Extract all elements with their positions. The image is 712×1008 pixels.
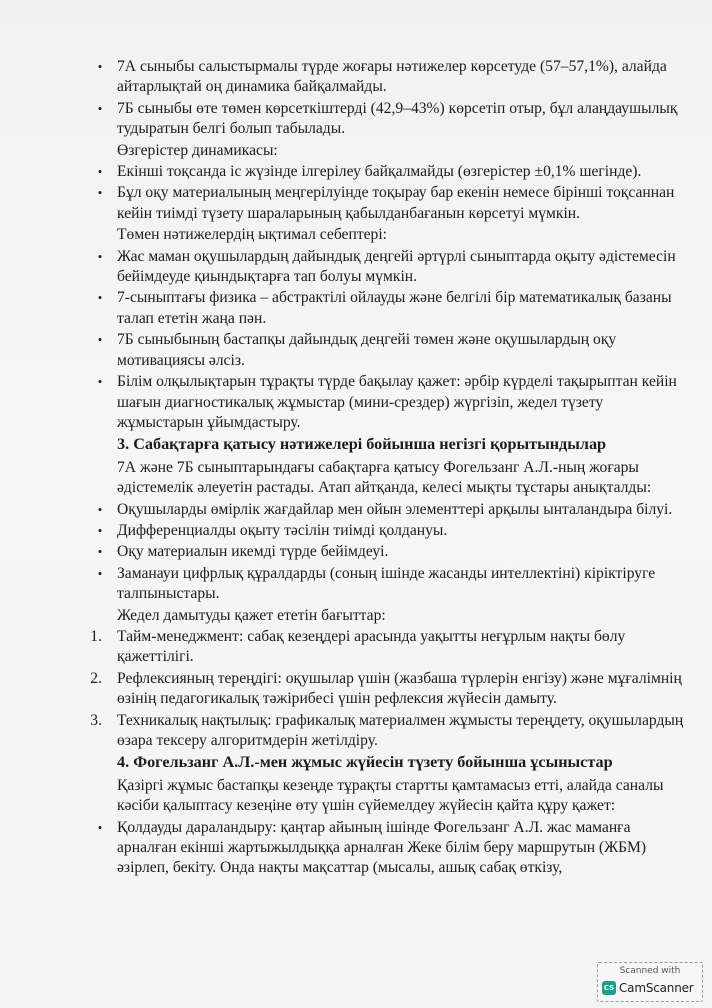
bullet-icon: •: [97, 100, 103, 116]
item-text: Екінші тоқсанда іс жүзінде ілгерілеу байқалмайды (өзгерістер ±0,1% шегінде).: [117, 163, 642, 181]
item-text: Техникалық нақтылық: графикалық материалмен жұмысты тереңдету, оқушылардың өзара тексеру алгоритмдерін жетілдіру.: [117, 711, 684, 749]
bullet-icon: •: [97, 248, 103, 264]
item-text: Рефлексияның тереңдігі: оқушылар үшін (жазбаша түрлерін енгізу) және мұғалімнің өзінің педагогикалық тәжірибесі үшін рефлексия жүйесін дамыту.: [117, 669, 682, 708]
bullet-icon: •: [97, 185, 103, 201]
bullet-icon: •: [97, 819, 103, 835]
bullet-item: [87, 564, 687, 605]
paragraph: [87, 458, 687, 499]
item-text: 4. Фогельзанг А.Л.-мен жұмыс жүйесін түзету бойынша ұсыныстар: [117, 753, 613, 772]
item-text: Өзгерістер динамикасы:: [117, 141, 278, 159]
section-heading: [87, 752, 687, 772]
subheading-text: [87, 606, 687, 626]
item-text: Оқу материалын икемді түрде бейімдеуі.: [117, 543, 389, 561]
bullet-icon: •: [97, 522, 103, 538]
bullet-icon: •: [97, 374, 103, 390]
watermark-brand-row: [602, 981, 694, 995]
bullet-item: [87, 99, 687, 140]
item-text: 7-сыныптағы физика – абстрактілі ойлауды және белгілі бір математикалық базаны талап ететін жаңа пән.: [117, 289, 672, 327]
item-text: 3. Сабақтарға қатысу нәтижелері бойынша негізгі қорытындылар: [117, 435, 607, 454]
watermark-brand-name: CamScanner: [619, 981, 694, 995]
bullet-item: [87, 500, 687, 520]
item-text: Жас маман оқушылардың дайындық деңгейі әртүрлі сыныптарда оқыту әдістемесін бейімдеуде қиындықтарға тап болуы мүмкін.: [117, 247, 676, 286]
bullet-item: [87, 162, 687, 182]
bullet-item: [87, 247, 687, 288]
camscanner-logo-icon: CS: [602, 981, 616, 995]
bullet-item: [87, 818, 687, 879]
item-text: Заманауи цифрлық құралдарды (соның ішінде жасанды интеллектіні) кіріктіруге талпыныстары.: [117, 564, 656, 603]
camscanner-watermark: [597, 962, 703, 1002]
bullet-item: [87, 183, 687, 224]
bullet-item: [87, 57, 687, 98]
subheading-text: [87, 225, 687, 245]
paragraph: [87, 776, 687, 817]
item-text: Қазіргі жұмыс бастапқы кезеңде тұрақты стартты қамтамасыз етті, алайда саналы кәсіби қалыптасу кезеңіне өту үшін сүйемелдеу жүйесін қайта құру қажет:: [117, 776, 664, 815]
item-text: 7А және 7Б сыныптарындағы сабақтарға қатысу Фогельзанг А.Л.-ның жоғары әдістемелік әлеуетін растады. Атап айтқанда, келесі мықты тұстары анықталды:: [117, 458, 652, 497]
watermark-caption: Scanned with: [619, 966, 681, 976]
item-text: 7Б сыныбы өте төмен көрсеткіштерді (42,9–43%) көрсетіп отыр, бұл алаңдаушылық тудыратын белгі болып табылады.: [117, 99, 678, 138]
item-text: Қолдауды дараландыру: қаңтар айының ішінде Фогельзанг А.Л. жас маманға арналған екінші жартыжылдыққа арналған Жеке білім беру маршрутын (ЖБМ) әзірлеп, бекіту. Онда нақты мақсаттар (мысалы, ашық сабақ өткізу,: [117, 818, 647, 877]
bullet-item: [87, 288, 687, 329]
item-number: 1.: [90, 627, 102, 645]
subheading-text: [87, 141, 687, 161]
numbered-item: [87, 669, 687, 710]
item-text: Тайм-менеджмент: сабақ кезеңдері арасында уақытты неғұрлым нақты бөлу қажеттілігі.: [117, 627, 626, 666]
bullet-icon: •: [97, 164, 103, 180]
bullet-icon: •: [97, 290, 103, 306]
item-text: 7А сыныбы салыстырмалы түрде жоғары нәтижелер көрсетуде (57–57,1%), алайда айтарлықтай оң динамика байқалмайды.: [117, 58, 667, 96]
item-text: Білім олқылықтарын тұрақты түрде бақылау қажет: әрбір күрделі тақырыптан кейін шағын диагностикалық жұмыстар (мини-срездер) жүргізіп, жедел түзету жұмыстарын ұйымдастыру.: [117, 373, 677, 431]
bullet-icon: •: [97, 544, 103, 560]
item-number: 2.: [90, 669, 102, 687]
item-text: Төмен нәтижелердің ықтимал себептері:: [117, 226, 388, 244]
bullet-item: [87, 372, 687, 433]
numbered-item: [87, 627, 687, 668]
item-text: Жедел дамытуды қажет ететін бағыттар:: [117, 606, 386, 624]
bullet-icon: •: [97, 332, 103, 348]
bullet-item: [87, 521, 687, 541]
numbered-item: [87, 711, 687, 752]
item-text: Дифференциалды оқыту тәсілін тиімді қолдануы.: [117, 521, 448, 539]
bullet-icon: •: [97, 59, 103, 74]
bullet-item: [87, 542, 687, 562]
bullet-item: [87, 330, 687, 371]
item-text: Оқушыларды өмірлік жағдайлар мен ойын элементтері арқылы ынталандыра білуі.: [117, 500, 673, 518]
item-text: 7Б сыныбының бастапқы дайындық деңгейі төмен және оқушылардың оқу мотивациясы әлсіз.: [117, 331, 617, 369]
item-text: Бұл оқу материалының меңгерілуінде тоқырау бар екенін немесе бірінші тоқсаннан кейін тиімді түзету шараларының қабылданбағанын көрсетуі мүмкін.: [117, 184, 675, 222]
section-heading: [87, 434, 687, 454]
bullet-icon: •: [97, 565, 103, 581]
document-body: [87, 56, 687, 879]
item-number: 3.: [90, 711, 102, 729]
bullet-icon: •: [97, 501, 103, 517]
